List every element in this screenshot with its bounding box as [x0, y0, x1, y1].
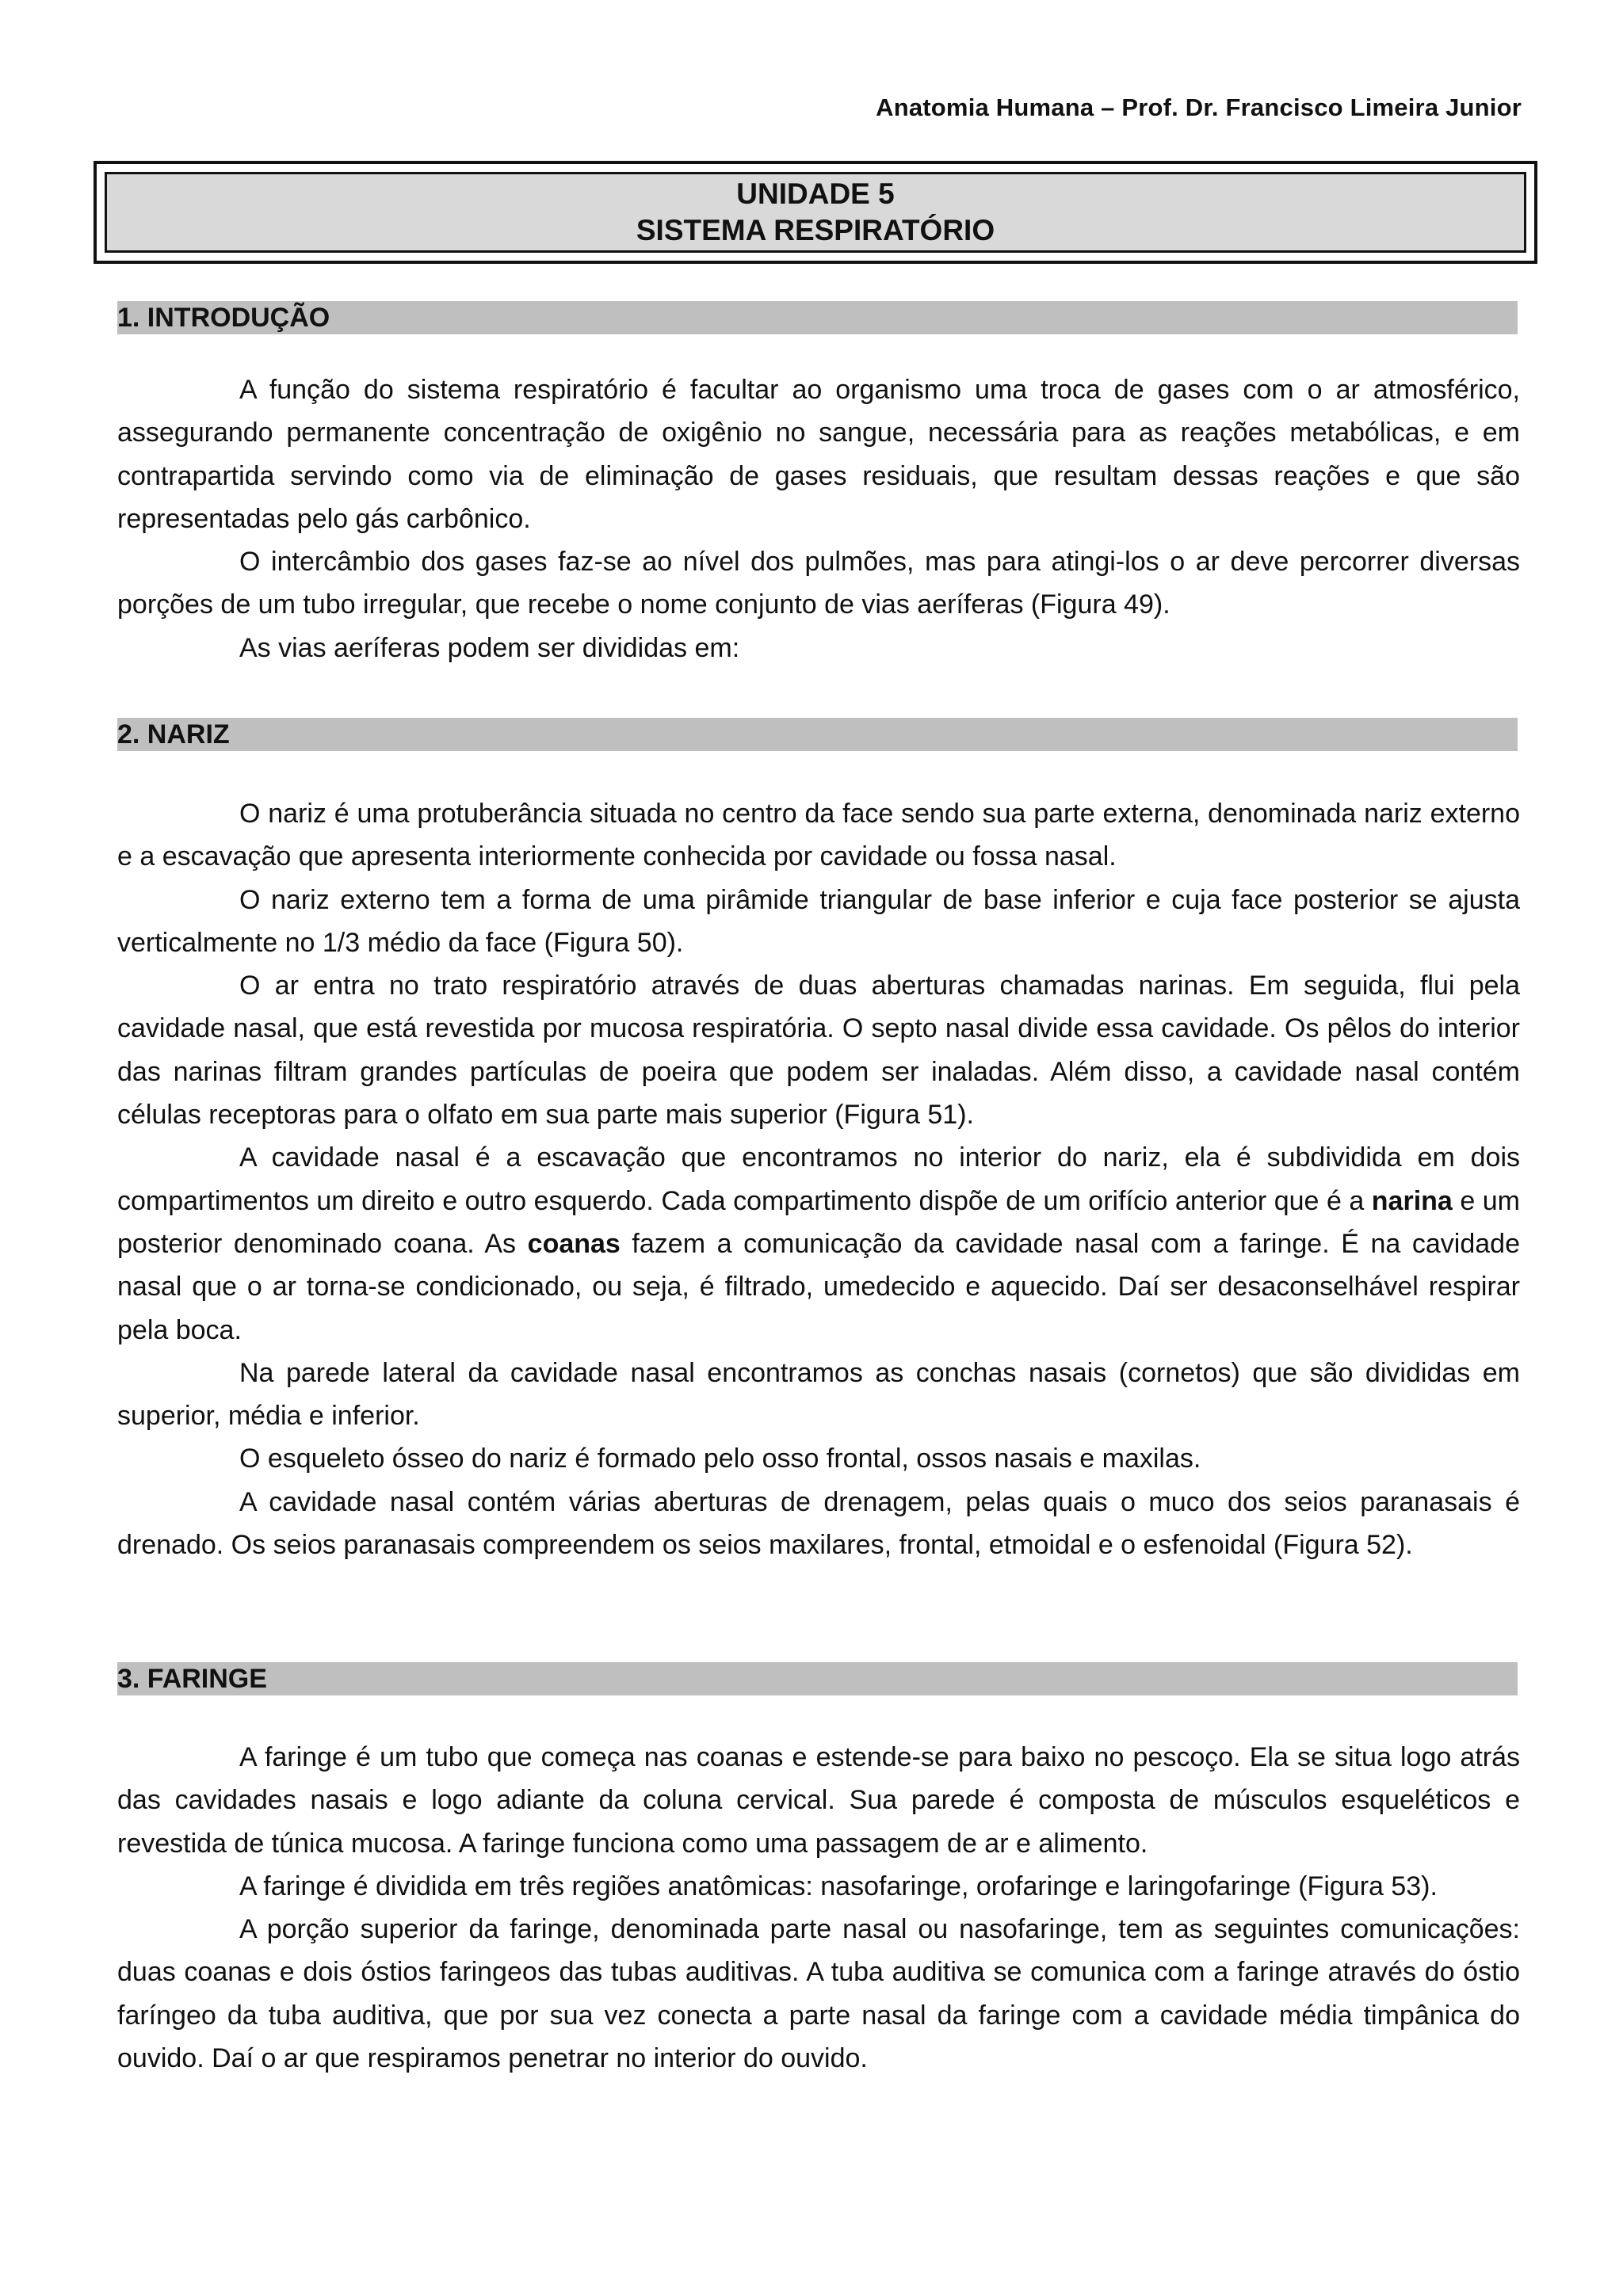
text-run: e um posterior denominado coana. As [117, 1185, 1520, 1259]
paragraph: O ar entra no trato respiratório através de duas aberturas chamadas narinas. Em seguida, flui pela cavidade nasal, que está revestida por mucosa respiratória. O septo nasal divide essa cavidade. Os pêlos do interior das narinas filtram grandes partículas de poeira que podem ser inaladas. Além disso, a cavidade nasal contém células receptoras para o olfato em sua parte mais superior (Figura 51). [117, 971, 1520, 1131]
text-run: A cavidade nasal é a escavação que encontramos no interior do nariz, ela é subdividida em dois compartimentos um direito e outro esquerdo. Cada compartimento dispõe de um orifício anterior que é a [117, 1142, 1520, 1216]
paragraph: A cavidade nasal contém várias aberturas de drenagem, pelas quais o muco dos seios paranasais é drenado. Os seios paranasais compreendem os seios maxilares, frontal, etmoidal e o esfenoidal (Figura 52). [117, 1486, 1520, 1561]
section-heading-faringe: 3. FARINGE [117, 1662, 1518, 1695]
paragraph: O nariz externo tem a forma de uma pirâmide triangular de base inferior e cuja face posterior se ajusta verticalmente no 1/3 médio da face (Figura 50). [117, 884, 1520, 958]
paragraph: A faringe é dividida em três regiões anatômicas: nasofaringe, orofaringe e laringofaringe (Figura 53). [239, 1871, 1438, 1901]
bold-term-narina: narina [1371, 1185, 1453, 1216]
paragraph: Na parede lateral da cavidade nasal encontramos as conchas nasais (cornetos) que são divididas em superior, média e inferior. [117, 1357, 1520, 1432]
bold-term-coanas: coanas [527, 1228, 621, 1259]
section-heading-nariz: 2. NARIZ [117, 718, 1518, 751]
paragraph: As vias aeríferas podem ser divididas em: [239, 632, 740, 663]
paragraph: O esqueleto ósseo do nariz é formado pelo osso frontal, ossos nasais e maxilas. [239, 1444, 1201, 1474]
unit-title-box-inner [105, 172, 1526, 253]
paragraph: O nariz é uma protuberância situada no centro da face sendo sua parte externa, denominada nariz externo e a escavação que apresenta interiormente conhecida por cavidade ou fossa nasal. [117, 799, 1520, 872]
text-run: fazem a comunicação da cavidade nasal com a faringe. É na cavidade nasal que o ar torna-se condicionado, ou seja, é filtrado, umedecido e aquecido. Daí ser desaconselhável respirar pela boca. [117, 1228, 1520, 1345]
unit-number: UNIDADE 5 [736, 177, 895, 210]
running-header: Anatomia Humana – Prof. Dr. Francisco Limeira Junior [876, 93, 1522, 121]
section-heading-introducao: 1. INTRODUÇÃO [117, 301, 1518, 334]
paragraph: A faringe é um tubo que começa nas coanas e estende-se para baixo no pescoço. Ela se situa logo atrás das cavidades nasais e logo adiante da coluna cervical. Sua parede é composta de músculos esqueléticos e revestida de túnica mucosa. A faringe funciona como uma passagem de ar e alimento. [117, 1742, 1520, 1859]
paragraph [117, 1136, 1520, 1351]
section-body-nariz [117, 792, 1520, 1566]
unit-title: SISTEMA RESPIRATÓRIO [636, 214, 995, 246]
paragraph: O intercâmbio dos gases faz-se ao nível dos pulmões, mas para atingi-los o ar deve percorrer diversas porções de um tubo irregular, que recebe o nome conjunto de vias aeríferas (Figura 49). [117, 547, 1520, 620]
paragraph: A função do sistema respiratório é facultar ao organismo uma troca de gases com o ar atmosférico, assegurando permanente concentração de oxigênio no sangue, necessária para as reações metabólicas, e em contrapartida servindo como via de eliminação de gases residuais, que resultam dessas reações e que são representadas pelo gás carbônico. [117, 375, 1520, 534]
unit-title-box [94, 161, 1537, 264]
section-body-faringe [117, 1736, 1520, 2080]
paragraph: A porção superior da faringe, denominada parte nasal ou nasofaringe, tem as seguintes comunicações: duas coanas e dois óstios faringeos das tubas auditivas. A tuba auditiva se comunica com a faringe através do óstio faríngeo da tuba auditiva, que por sua vez conecta a parte nasal da faringe com a cavidade média timpânica do ouvido. Daí o ar que respiramos penetrar no interior do ouvido. [117, 1914, 1520, 2074]
section-body-introducao [117, 368, 1520, 669]
